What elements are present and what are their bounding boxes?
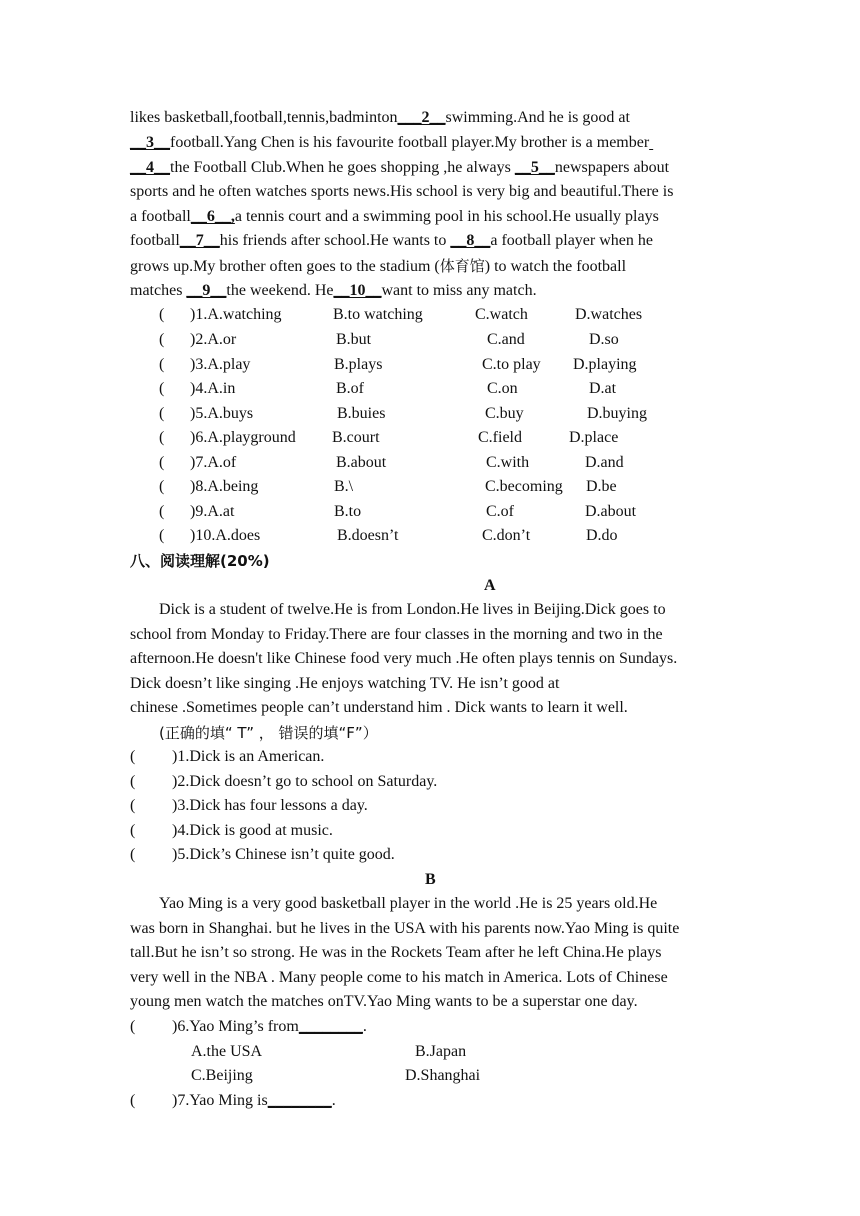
- answer-blank[interactable]: ________: [267, 1092, 332, 1109]
- option-c: C.don’t: [482, 527, 531, 544]
- option-b: B.to watching: [333, 306, 423, 323]
- answer-paren[interactable]: (: [159, 503, 165, 520]
- option-a: )4.A.in: [190, 380, 236, 397]
- tf-instruction: (正确的填“ T” ， 错误的填“F”）: [159, 724, 378, 742]
- option-d: D.Shanghai: [405, 1067, 481, 1084]
- answer-paren[interactable]: (: [159, 478, 165, 495]
- option-d: D.place: [569, 429, 619, 446]
- option-b: B.of: [336, 380, 364, 397]
- option-a: )1.A.watching: [190, 306, 282, 323]
- option-d: D.so: [589, 331, 619, 348]
- tf-item-text: )2.Dick doesn’t go to school on Saturday.: [172, 773, 438, 790]
- option-c: C.field: [478, 429, 522, 446]
- document-page: likes basketball,football,tennis,badminton___2__swimming.And he is good at __3__football.Yang Chen is his favourite football player.My brother is a member __4__the Football Club.When he goes shopping ,he always __5__newspapers about sports and he often watches sports news.His school is very big and beautiful.There is a football__6__,a tennis court and a swimming pool in his school.He usually plays football__7__his friends after school.He wants to __8__a football player when he grows up.My brother often goes to the stadium (体育馆) to watch the football matches __9__the weekend. He__10__want to miss any match. ( )1.A.watching B.to watching C.watch D.watches ( )2.A.or B.but C.and D.so ( )3.A.play B.plays C.to play D.playing ( )4.A.in B.of C.on D.at ( )5.A.buys B.buies C.buy D.buying ( )6.A.playground B.court C.field D.place ( )7.A.of B.about C.with D.and ( )8.A.being B.\ C.becoming D.be ( )9.A.at B.to C.of D.about ( )10.A.does B.doesn’t C.don’t D.do 八、阅读理解(20%) A Dick is a student of twelve.He is from London.He lives in Beijing.Dick goes to school from Monday to Friday.There are four classes in the morning and two in the afternoon.He doesn't like Chinese food very much .He often plays tennis on Sundays. Dick doesn’t like singing .He enjoys watching TV. He isn’t good at chinese .Sometimes people can’t understand him . Dick wants to learn it well. (正确的填“ T” ， 错误的填“F”） ( )1.Dick is an American. ( )2.Dick doesn’t go to school on Saturday. ( )3.Dick has four lessons a day. ( )4.Dick is good at music. ( )5.Dick’s Chinese isn’t quite good. B Yao Ming is a very good basketball player in the world .He is 25 years old.He was born in Shanghai. but he lives in the USA with his parents now.Yao Ming is quite tall.But he isn’t so strong. He was in the Rockets Team after he left China.He plays very well in the NBA . Many people come to his match in America. Lots of Chinese young men watch the matches onTV.Yao Ming wants to be a superstar one day. ( )6.Yao Ming’s from________. A.the USA B.Japan C.Beijing D.Shanghai ( )7.Yao Ming is________.: [130, 109, 680, 1109]
- blank-3: __3__: [130, 134, 170, 151]
- option-d: D.about: [585, 503, 637, 520]
- blank-10: __10__: [333, 282, 382, 299]
- option-a: )9.A.at: [190, 503, 235, 520]
- answer-paren[interactable]: (: [130, 822, 136, 839]
- option-c: C.on: [487, 380, 518, 397]
- option-b: B.to: [334, 503, 362, 520]
- passage-line-3: __4__the Football Club.When he goes shopping ,he always __5__newspapers about: [130, 159, 670, 176]
- option-b: B.\: [334, 478, 354, 495]
- blank-7: __7__: [179, 232, 220, 249]
- option-c: C.buy: [485, 405, 524, 422]
- option-b: B.buies: [337, 405, 386, 422]
- passage-b-line: young men watch the matches onTV.Yao Ming wants to be a superstar one day.: [130, 993, 638, 1010]
- option-b: B.court: [332, 429, 380, 446]
- passage-line-8: matches __9__the weekend. He__10__want to miss any match.: [130, 282, 537, 299]
- option-d: D.buying: [587, 405, 647, 422]
- option-d: D.do: [586, 527, 618, 544]
- answer-paren[interactable]: (: [159, 306, 165, 323]
- passage-a-line: afternoon.He doesn't like Chinese food very much .He often plays tennis on Sundays.: [130, 650, 678, 667]
- blank-5: __5__: [514, 159, 555, 176]
- answer-paren[interactable]: (: [159, 454, 165, 471]
- option-a: )3.A.play: [190, 356, 251, 373]
- blank-4: __4__: [130, 159, 170, 176]
- passage-line-7: grows up.My brother often goes to the stadium (体育馆) to watch the football: [130, 257, 627, 275]
- answer-paren[interactable]: (: [130, 1018, 136, 1035]
- option-c: C.of: [486, 503, 514, 520]
- blank-6: __6__,: [190, 208, 235, 225]
- option-a: )8.A.being: [190, 478, 259, 495]
- answer-paren[interactable]: (: [130, 773, 136, 790]
- question-text: )6.Yao Ming’s from: [172, 1018, 299, 1035]
- option-b: B.about: [336, 454, 387, 471]
- tf-item-text: )1.Dick is an American.: [172, 748, 325, 765]
- option-b: B.plays: [334, 356, 383, 373]
- passage-a-line: chinese .Sometimes people can’t understand him . Dick wants to learn it well.: [130, 699, 628, 716]
- option-a: )2.A.or: [190, 331, 237, 348]
- option-a: )6.A.playground: [190, 429, 296, 446]
- answer-paren[interactable]: (: [159, 527, 165, 544]
- tf-item-text: )4.Dick is good at music.: [172, 822, 333, 839]
- passage-a-line: Dick is a student of twelve.He is from London.He lives in Beijing.Dick goes to: [159, 601, 666, 618]
- option-c: C.becoming: [485, 478, 563, 495]
- answer-paren[interactable]: (: [130, 748, 136, 765]
- tf-item-text: )3.Dick has four lessons a day.: [172, 797, 368, 814]
- passage-b-line: Yao Ming is a very good basketball player in the world .He is 25 years old.He: [159, 895, 658, 912]
- passage-a-line: Dick doesn’t like singing .He enjoys watching TV. He isn’t good at: [130, 675, 560, 692]
- question-text: )7.Yao Ming is: [172, 1092, 268, 1109]
- answer-paren[interactable]: (: [159, 331, 165, 348]
- option-d: D.be: [586, 478, 617, 495]
- blank-9: __9__: [186, 282, 227, 299]
- option-a: )5.A.buys: [190, 405, 254, 422]
- option-a: )7.A.of: [190, 454, 237, 471]
- answer-paren[interactable]: (: [130, 797, 136, 814]
- option-d: D.and: [585, 454, 624, 471]
- passage-b-heading: B: [425, 871, 436, 888]
- option-a: )10.A.does: [190, 527, 261, 544]
- option-a: A.the USA: [191, 1043, 263, 1060]
- answer-paren[interactable]: (: [159, 405, 165, 422]
- option-b: B.but: [336, 331, 372, 348]
- answer-paren[interactable]: (: [159, 429, 165, 446]
- answer-blank[interactable]: ________: [298, 1018, 363, 1035]
- answer-paren[interactable]: (: [130, 846, 136, 863]
- passage-line-2: __3__football.Yang Chen is his favourite football player.My brother is a member: [130, 134, 650, 151]
- passage-b-line: was born in Shanghai. but he lives in the USA with his parents now.Yao Ming is quite: [130, 920, 680, 937]
- passage-a-heading: A: [484, 577, 496, 594]
- option-d: D.at: [589, 380, 617, 397]
- answer-paren[interactable]: (: [159, 380, 165, 397]
- option-b: B.Japan: [415, 1043, 467, 1060]
- blank-2: ___2__: [397, 109, 446, 126]
- blank-8: __8__: [450, 232, 491, 249]
- passage-b-line: tall.But he isn’t so strong. He was in the Rockets Team after he left China.He plays: [130, 944, 662, 961]
- option-c: C.with: [486, 454, 530, 471]
- answer-paren[interactable]: (: [130, 1092, 136, 1109]
- passage-a-line: school from Monday to Friday.There are four classes in the morning and two in the: [130, 626, 663, 643]
- tf-item-text: )5.Dick’s Chinese isn’t quite good.: [172, 846, 395, 863]
- passage-line-5: a football__6__,a tennis court and a swimming pool in his school.He usually plays: [130, 208, 659, 225]
- passage-b-line: very well in the NBA . Many people come to his match in America. Lots of Chinese: [130, 969, 668, 986]
- option-c: C.watch: [475, 306, 528, 323]
- option-d: D.playing: [573, 356, 637, 373]
- passage-line-4: sports and he often watches sports news.His school is very big and beautiful.There is: [130, 183, 674, 200]
- answer-paren[interactable]: (: [159, 356, 165, 373]
- passage-line-1: likes basketball,football,tennis,badminton___2__swimming.And he is good at: [130, 109, 630, 126]
- passage-line-6: football__7__his friends after school.He wants to __8__a football player when he: [130, 232, 653, 249]
- option-c: C.to play: [482, 356, 541, 373]
- option-c: C.Beijing: [191, 1067, 253, 1084]
- section-title: 八、阅读理解(20%): [130, 552, 270, 570]
- option-d: D.watches: [575, 306, 643, 323]
- option-b: B.doesn’t: [337, 527, 399, 544]
- option-c: C.and: [487, 331, 525, 348]
